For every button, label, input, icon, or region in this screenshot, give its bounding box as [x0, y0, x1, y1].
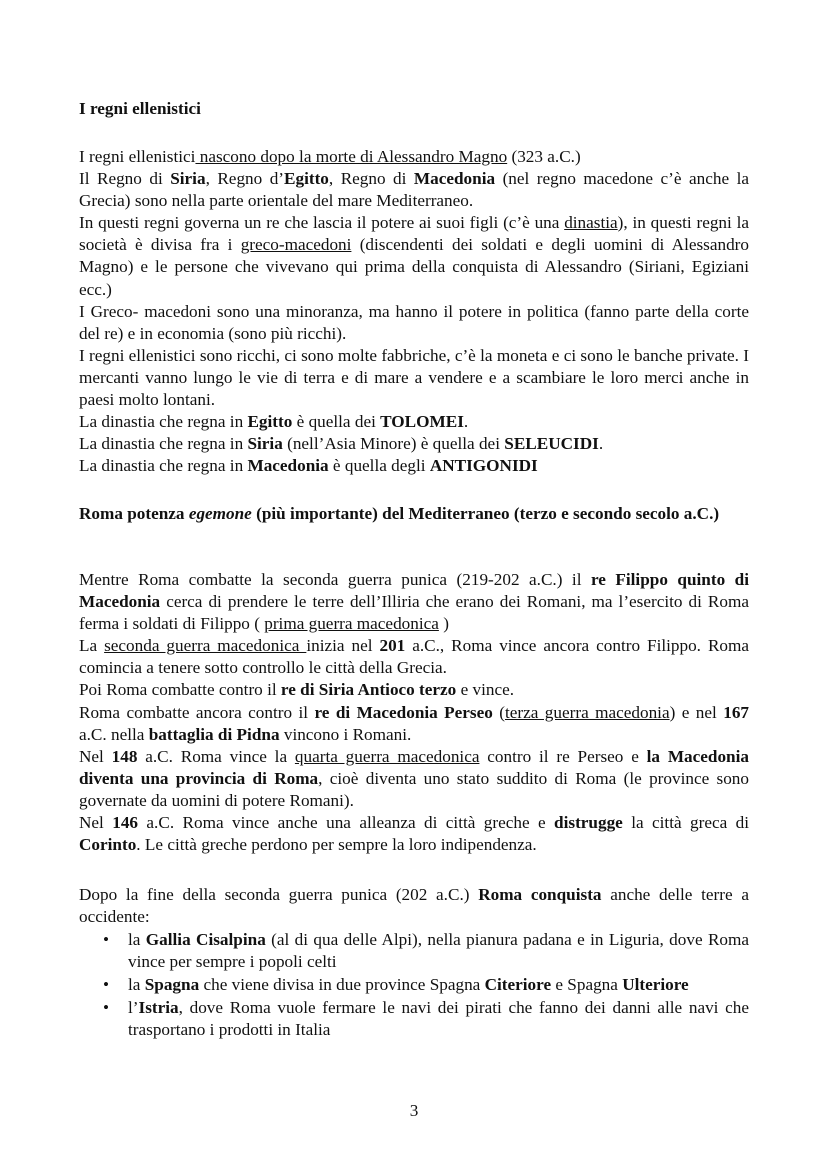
- list-item: • la Gallia Cisalpina (al di qua delle Alpi), nella pianura padana e in Liguria, dove Roma vince per sempre i popoli celti: [103, 930, 750, 972]
- list-item: • la Spagna che viene divisa in due province Spagna Citeriore e Spagna Ulteriore: [101, 974, 749, 996]
- paragraph: Roma combatte ancora contro il re di Macedonia Perseo (terza guerra macedonia) e nel 167 a.C. nella battaglia di Pidna vincono i Romani.: [79, 702, 749, 744]
- section-regni-ellenistici: [79, 146, 749, 477]
- bullet-icon: •: [103, 975, 110, 995]
- paragraph: La dinastia che regna in Macedonia è quella degli ANTIGONIDI: [79, 456, 538, 476]
- paragraph: La dinastia che regna in Egitto è quella dei TOLOMEI.: [79, 412, 469, 432]
- paragraph: I regni ellenistici nascono dopo la morte di Alessandro Magno (323 a.C.): [79, 147, 581, 166]
- bullet-list: [101, 929, 749, 1042]
- bullet-icon: •: [103, 930, 110, 949]
- page-number: 3: [409, 1101, 419, 1120]
- paragraph: I Greco- macedoni sono una minoranza, ma hanno il potere in politica (fanno parte della corte del re) e in economia (sono più ricchi).: [79, 301, 749, 343]
- paragraph: Poi Roma combatte contro il re di Siria Antioco terzo e vince.: [79, 680, 515, 700]
- paragraph: Il Regno di Siria, Regno d’Egitto, Regno di Macedonia (nel regno macedone c’è anche la Grecia) sono nella parte orientale del mare Mediterraneo.: [79, 169, 749, 211]
- paragraph: La seconda guerra macedonica inizia nel 201 a.C., Roma vince ancora contro Filippo. Roma comincia a tenere sotto controllo le città della Grecia.: [79, 636, 750, 678]
- paragraph: Mentre Roma combatte la seconda guerra punica (219-202 a.C.) il re Filippo quinto di Macedonia cerca di prendere le terre dell’Illiria che erano dei Romani, ma l’esercito di Roma ferma i soldati di Filippo ( prima guerra macedonica ): [79, 570, 749, 634]
- bullet-icon: •: [103, 998, 110, 1018]
- list-item: • l’Istria, dove Roma vuole fermare le navi dei pirati che fanno dei danni alle navi che trasportano i prodotti in Italia: [103, 998, 749, 1040]
- paragraph: Nel 148 a.C. Roma vince la quarta guerra macedonica contro il re Perseo e la Macedonia diventa una provincia di Roma, cioè diventa uno stato suddito di Roma (le province sono governate da uomini di potere Romani).: [79, 746, 749, 810]
- paragraph: In questi regni governa un re che lascia il potere ai suoi figli (c’è una dinastia), in questi regni la società è divisa fra i greco-macedoni (discendenti dei soldati e degli uomini di Alessandro Magno) e le persone che vivevano qui prima della conquista di Alessandro (Siriani, Egiziani ecc.): [79, 213, 749, 299]
- paragraph: La dinastia che regna in Siria (nell’Asia Minore) è quella dei SELEUCIDI.: [79, 434, 604, 454]
- page-title: I regni ellenistici: [79, 99, 201, 118]
- paragraph: I regni ellenistici sono ricchi, ci sono molte fabbriche, c’è la moneta e ci sono le banche private. I mercanti vanno lungo le vie di terra e di mare a vendere e a scambiare le loro merci anche in paesi molto lontani.: [79, 345, 749, 410]
- paragraph: Nel 146 a.C. Roma vince anche una alleanza di città greche e distrugge la città greca di Corinto. Le città greche perdono per sempre la loro indipendenza.: [79, 813, 749, 855]
- paragraph-conquiste-occidente: Dopo la fine della seconda guerra punica (202 a.C.) Roma conquista anche delle terre a occidente:: [79, 885, 749, 927]
- section-roma-potenza: [79, 569, 749, 856]
- section-heading: Roma potenza egemone (più importante) del Mediterraneo (terzo e secondo secolo a.C.): [79, 504, 720, 523]
